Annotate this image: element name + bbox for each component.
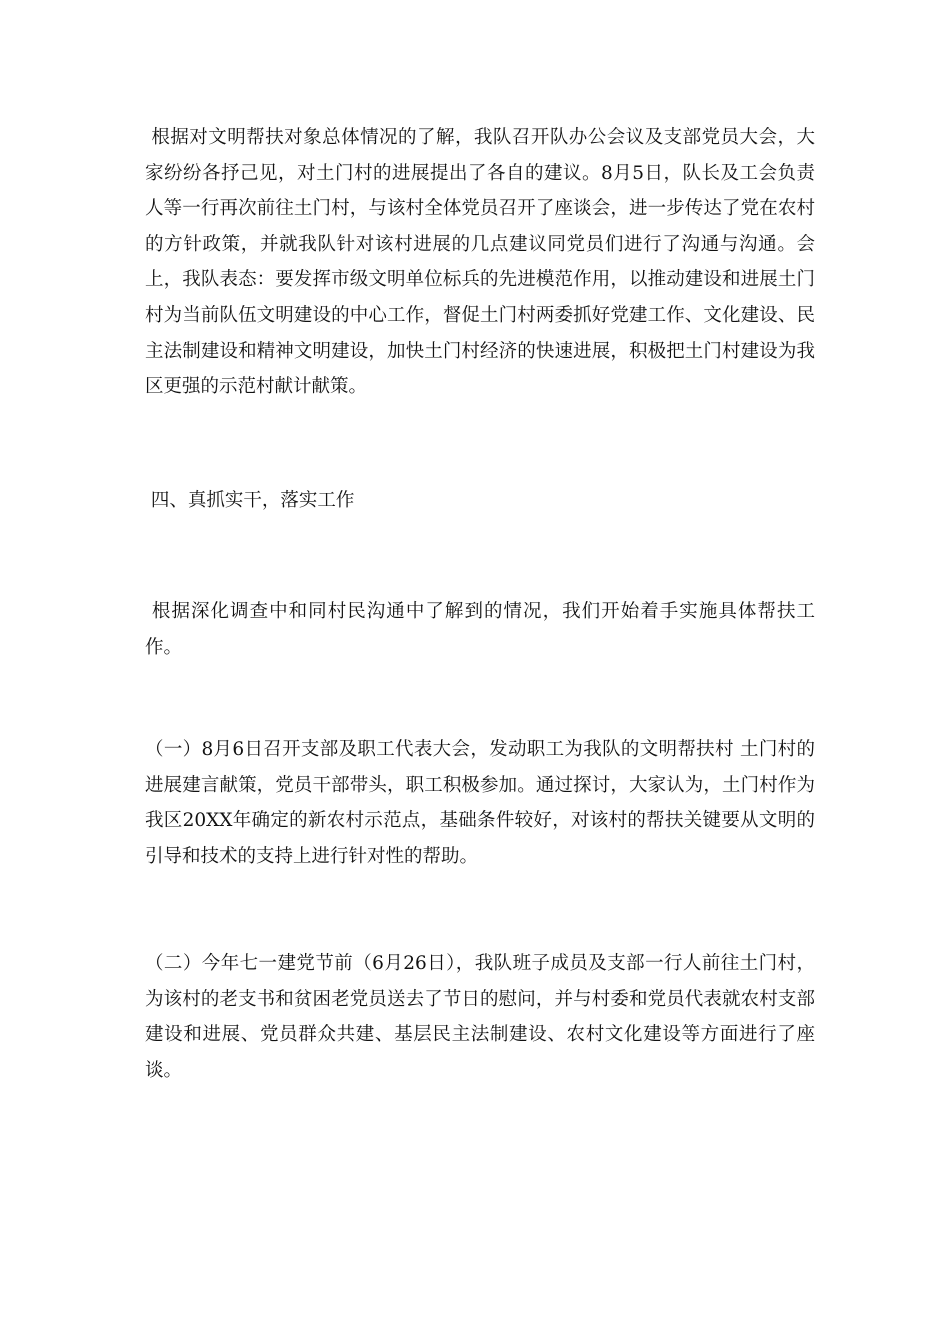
paragraph-item-2: （二）今年七一建党节前（6月26日），我队班子成员及支部一行人前往土门村，为该村的老支书和贫困老党员送去了节日的慰问，并与村委和党员代表就农村支部建设和进展、党员群众共建、基层民主法制建设、农村文化建设等方面进行了座谈。 xyxy=(145,953,815,1081)
section-heading: 四、真抓实干，落实工作 xyxy=(145,490,355,511)
paragraph-section-intro: 根据深化调查中和同村民沟通中了解到的情况，我们开始着手实施具体帮扶工作。 xyxy=(145,601,815,658)
paragraph-intro: 根据对文明帮扶对象总体情况的了解，我队召开队办公会议及支部党员大会，大家纷纷各抒己见，对土门村的进展提出了各自的建议。8月5日，队长及工会负责人等一行再次前往土门村，与该村全体党员召开了座谈会，进一步传达了党在农村的方针政策，并就我队针对该村进展的几点建议同党员们进行了沟通与沟通。会上，我队表态：要发挥市级文明单位标兵的先进模范作用，以推动建设和进展土门村为当前队伍文明建设的中心工作，督促土门村两委抓好党建工作、文化建设、民主法制建设和精神文明建设，加快土门村经济的快速进展，积极把土门村建设为我区更强的示范村献计献策。 xyxy=(145,127,815,398)
paragraph-item-1: （一）8月6日召开支部及职工代表大会，发动职工为我队的文明帮扶村 土门村的进展建言献策，党员干部带头，职工积极参加。通过探讨，大家认为，土门村作为我区20XX年确定的新农村示范点，基础条件较好，对该村的帮扶关键要从文明的引导和技术的支持上进行针对性的帮助。 xyxy=(145,739,815,867)
